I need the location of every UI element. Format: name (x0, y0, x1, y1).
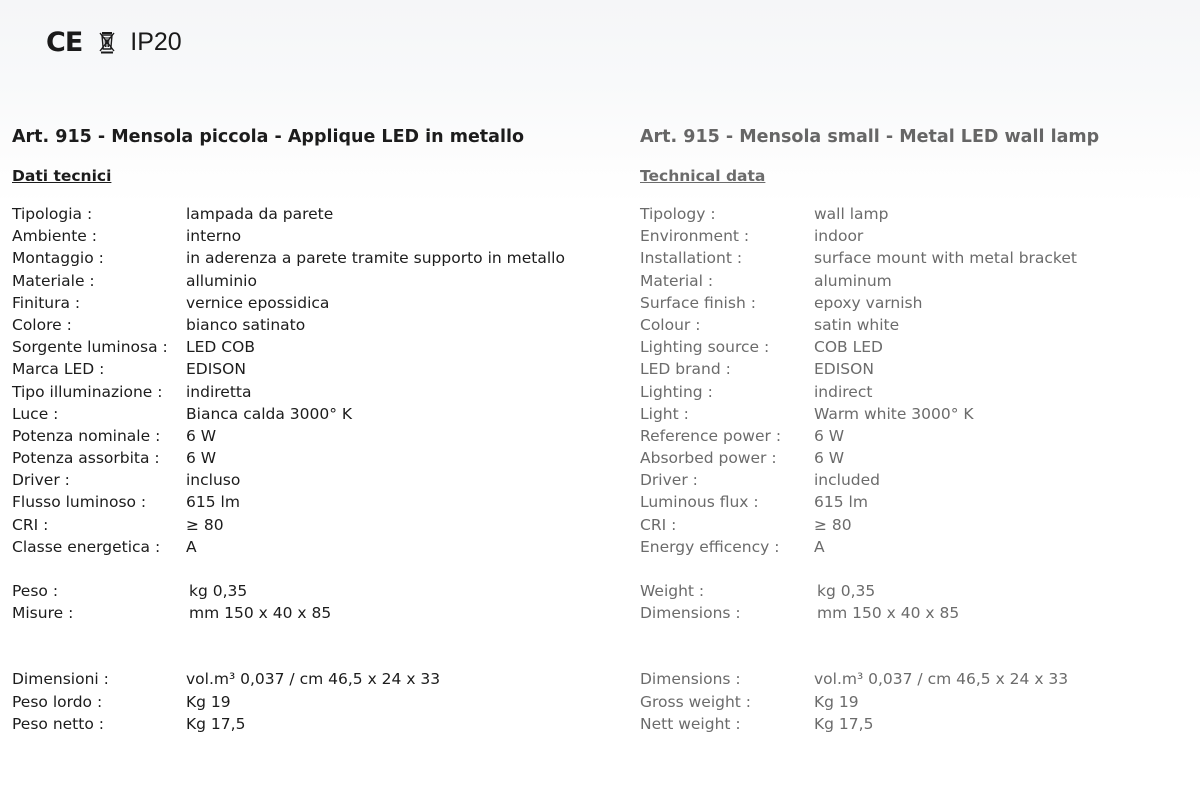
spec-label: Ambiente : (12, 227, 97, 246)
spec-label: Luminous flux : (640, 493, 759, 512)
spec-label: Classe energetica : (12, 537, 161, 556)
weight-group (640, 580, 1200, 624)
spec-row (640, 425, 1200, 447)
spec-value: LED COB (186, 338, 255, 357)
spec-row (640, 447, 1200, 469)
spec-label: Montaggio : (12, 249, 104, 268)
spec-value: aluminum (814, 271, 892, 290)
spec-value: included (814, 471, 880, 490)
spec-row (640, 403, 1200, 425)
spec-value: indoor (814, 227, 864, 246)
spec-label: Nett weight : (640, 714, 741, 733)
spec-label: Tipo illuminazione : (12, 382, 163, 401)
spec-row (640, 270, 1200, 292)
spec-label: Flusso luminoso : (12, 493, 147, 512)
spec-label: Marca LED : (12, 360, 105, 379)
spec-value: alluminio (186, 271, 257, 290)
spec-value: mm 150 x 40 x 85 (189, 604, 332, 623)
spec-value: 6 W (814, 426, 845, 445)
spec-label: Light : (640, 404, 689, 423)
spec-row (640, 336, 1200, 358)
spec-row (640, 381, 1200, 403)
spec-row (640, 602, 1200, 624)
spec-label: Absorbed power : (640, 449, 777, 468)
spec-value: A (186, 537, 197, 556)
spec-row (12, 491, 592, 513)
english-column (640, 122, 1200, 735)
section-heading: Dati tecnici (12, 167, 112, 185)
section-heading: Technical data (640, 167, 766, 185)
spec-label: Tipology : (640, 205, 716, 223)
spec-label: Materiale : (12, 271, 95, 290)
weight-group (12, 580, 592, 624)
certification-marks (46, 24, 182, 60)
spec-row (12, 270, 592, 292)
spec-label: Driver : (640, 471, 698, 490)
spec-value: mm 150 x 40 x 85 (817, 604, 960, 623)
spec-row (12, 691, 592, 713)
spec-row (640, 247, 1200, 269)
spec-value: Bianca calda 3000° K (186, 404, 353, 423)
spec-row (12, 203, 592, 225)
spec-row (12, 713, 592, 735)
spec-value: vol.m³ 0,037 / cm 46,5 x 24 x 33 (186, 670, 441, 689)
spec-row (12, 469, 592, 491)
spec-row (12, 336, 592, 358)
spec-row (12, 425, 592, 447)
spec-value: vernice epossidica (186, 293, 330, 312)
spec-row (640, 580, 1200, 602)
spec-label: Dimensioni : (12, 670, 109, 689)
spec-label: Material : (640, 271, 714, 290)
spec-value: satin white (814, 315, 900, 334)
spec-label: Dimensions : (640, 670, 741, 689)
spec-label: Peso : (12, 582, 59, 600)
spec-value: EDISON (814, 360, 874, 379)
spec-label: Tipologia : (12, 205, 93, 223)
spec-label: Energy efficency : (640, 537, 780, 556)
spec-row (12, 381, 592, 403)
spec-row (12, 292, 592, 314)
spec-value: kg 0,35 (817, 582, 876, 600)
spec-row (640, 491, 1200, 513)
spec-row (12, 668, 592, 690)
spec-value: 6 W (814, 449, 845, 468)
spec-row (640, 203, 1200, 225)
spec-label: Colore : (12, 315, 72, 334)
italian-column (12, 122, 592, 735)
spec-value: COB LED (814, 338, 883, 357)
product-title: Art. 915 - Mensola piccola - Applique LED in metallo (12, 127, 525, 147)
spec-row (12, 314, 592, 336)
spec-label: Lighting source : (640, 338, 770, 357)
spec-row (640, 691, 1200, 713)
crossed-bin-icon (98, 30, 116, 54)
spec-label: CRI : (640, 515, 677, 534)
spec-row (640, 292, 1200, 314)
spec-value: lampada da parete (186, 205, 334, 223)
spec-row (12, 514, 592, 536)
spec-label: Weight : (640, 582, 705, 600)
spec-value: Kg 19 (814, 692, 859, 711)
spec-row (640, 514, 1200, 536)
spec-value: 615 lm (186, 493, 240, 512)
spec-value: Kg 17,5 (814, 714, 874, 733)
spec-row (640, 713, 1200, 735)
spec-row (640, 536, 1200, 558)
ip-rating: IP20 (130, 27, 182, 56)
spec-row (12, 403, 592, 425)
ce-mark: CE (46, 26, 83, 58)
spec-value: in aderenza a parete tramite supporto in metallo (186, 249, 565, 268)
spec-row (12, 247, 592, 269)
product-title: Art. 915 - Mensola small - Metal LED wall lamp (640, 127, 1100, 147)
spec-label: Dimensions : (640, 604, 741, 623)
spec-value: A (814, 537, 825, 556)
spec-label: Colour : (640, 315, 701, 334)
spec-value: Kg 17,5 (186, 714, 246, 733)
spec-value: surface mount with metal bracket (814, 249, 1077, 268)
spec-value: 615 lm (814, 493, 868, 512)
spec-value: 6 W (186, 449, 217, 468)
spec-label: Sorgente luminosa : (12, 338, 168, 357)
spec-value: bianco satinato (186, 315, 306, 334)
spec-value: incluso (186, 471, 241, 490)
spec-label: Gross weight : (640, 692, 752, 711)
spec-value: epoxy varnish (814, 293, 923, 312)
spec-label: Surface finish : (640, 293, 756, 312)
spec-label: Luce : (12, 404, 59, 423)
spec-label: Peso netto : (12, 714, 104, 733)
spec-row (640, 668, 1200, 690)
spec-list (12, 203, 592, 735)
spec-row (12, 447, 592, 469)
spec-row (12, 358, 592, 380)
spec-row (640, 225, 1200, 247)
spec-row (12, 602, 592, 624)
spec-row (640, 314, 1200, 336)
spec-value: EDISON (186, 360, 246, 379)
spec-value: ≥ 80 (186, 515, 224, 534)
spec-label: Environment : (640, 227, 750, 246)
spec-value: wall lamp (814, 205, 889, 223)
spec-label: Lighting : (640, 382, 713, 401)
packaging-group (640, 668, 1200, 735)
packaging-group (12, 668, 592, 735)
spec-label: Potenza assorbita : (12, 449, 160, 468)
spec-value: interno (186, 227, 242, 246)
spec-list (640, 203, 1200, 735)
spec-label: Driver : (12, 471, 70, 490)
spec-label: Potenza nominale : (12, 426, 161, 445)
spec-label: Installationt : (640, 249, 743, 268)
spec-value: indiretta (186, 382, 252, 401)
spec-value: kg 0,35 (189, 582, 248, 600)
spec-row (640, 358, 1200, 380)
spec-value: 6 W (186, 426, 217, 445)
spec-value: vol.m³ 0,037 / cm 46,5 x 24 x 33 (814, 670, 1069, 689)
spec-row (12, 536, 592, 558)
spec-label: Finitura : (12, 293, 81, 312)
spec-label: Reference power : (640, 426, 782, 445)
spec-row (12, 225, 592, 247)
spec-label: Misure : (12, 604, 74, 623)
spec-value: ≥ 80 (814, 515, 852, 534)
spec-value: indirect (814, 382, 873, 401)
spec-label: Peso lordo : (12, 692, 103, 711)
spec-row (640, 469, 1200, 491)
spec-label: LED brand : (640, 360, 731, 379)
spec-value: Kg 19 (186, 692, 231, 711)
spec-row (12, 580, 592, 602)
spec-label: CRI : (12, 515, 49, 534)
spec-value: Warm white 3000° K (814, 404, 974, 423)
